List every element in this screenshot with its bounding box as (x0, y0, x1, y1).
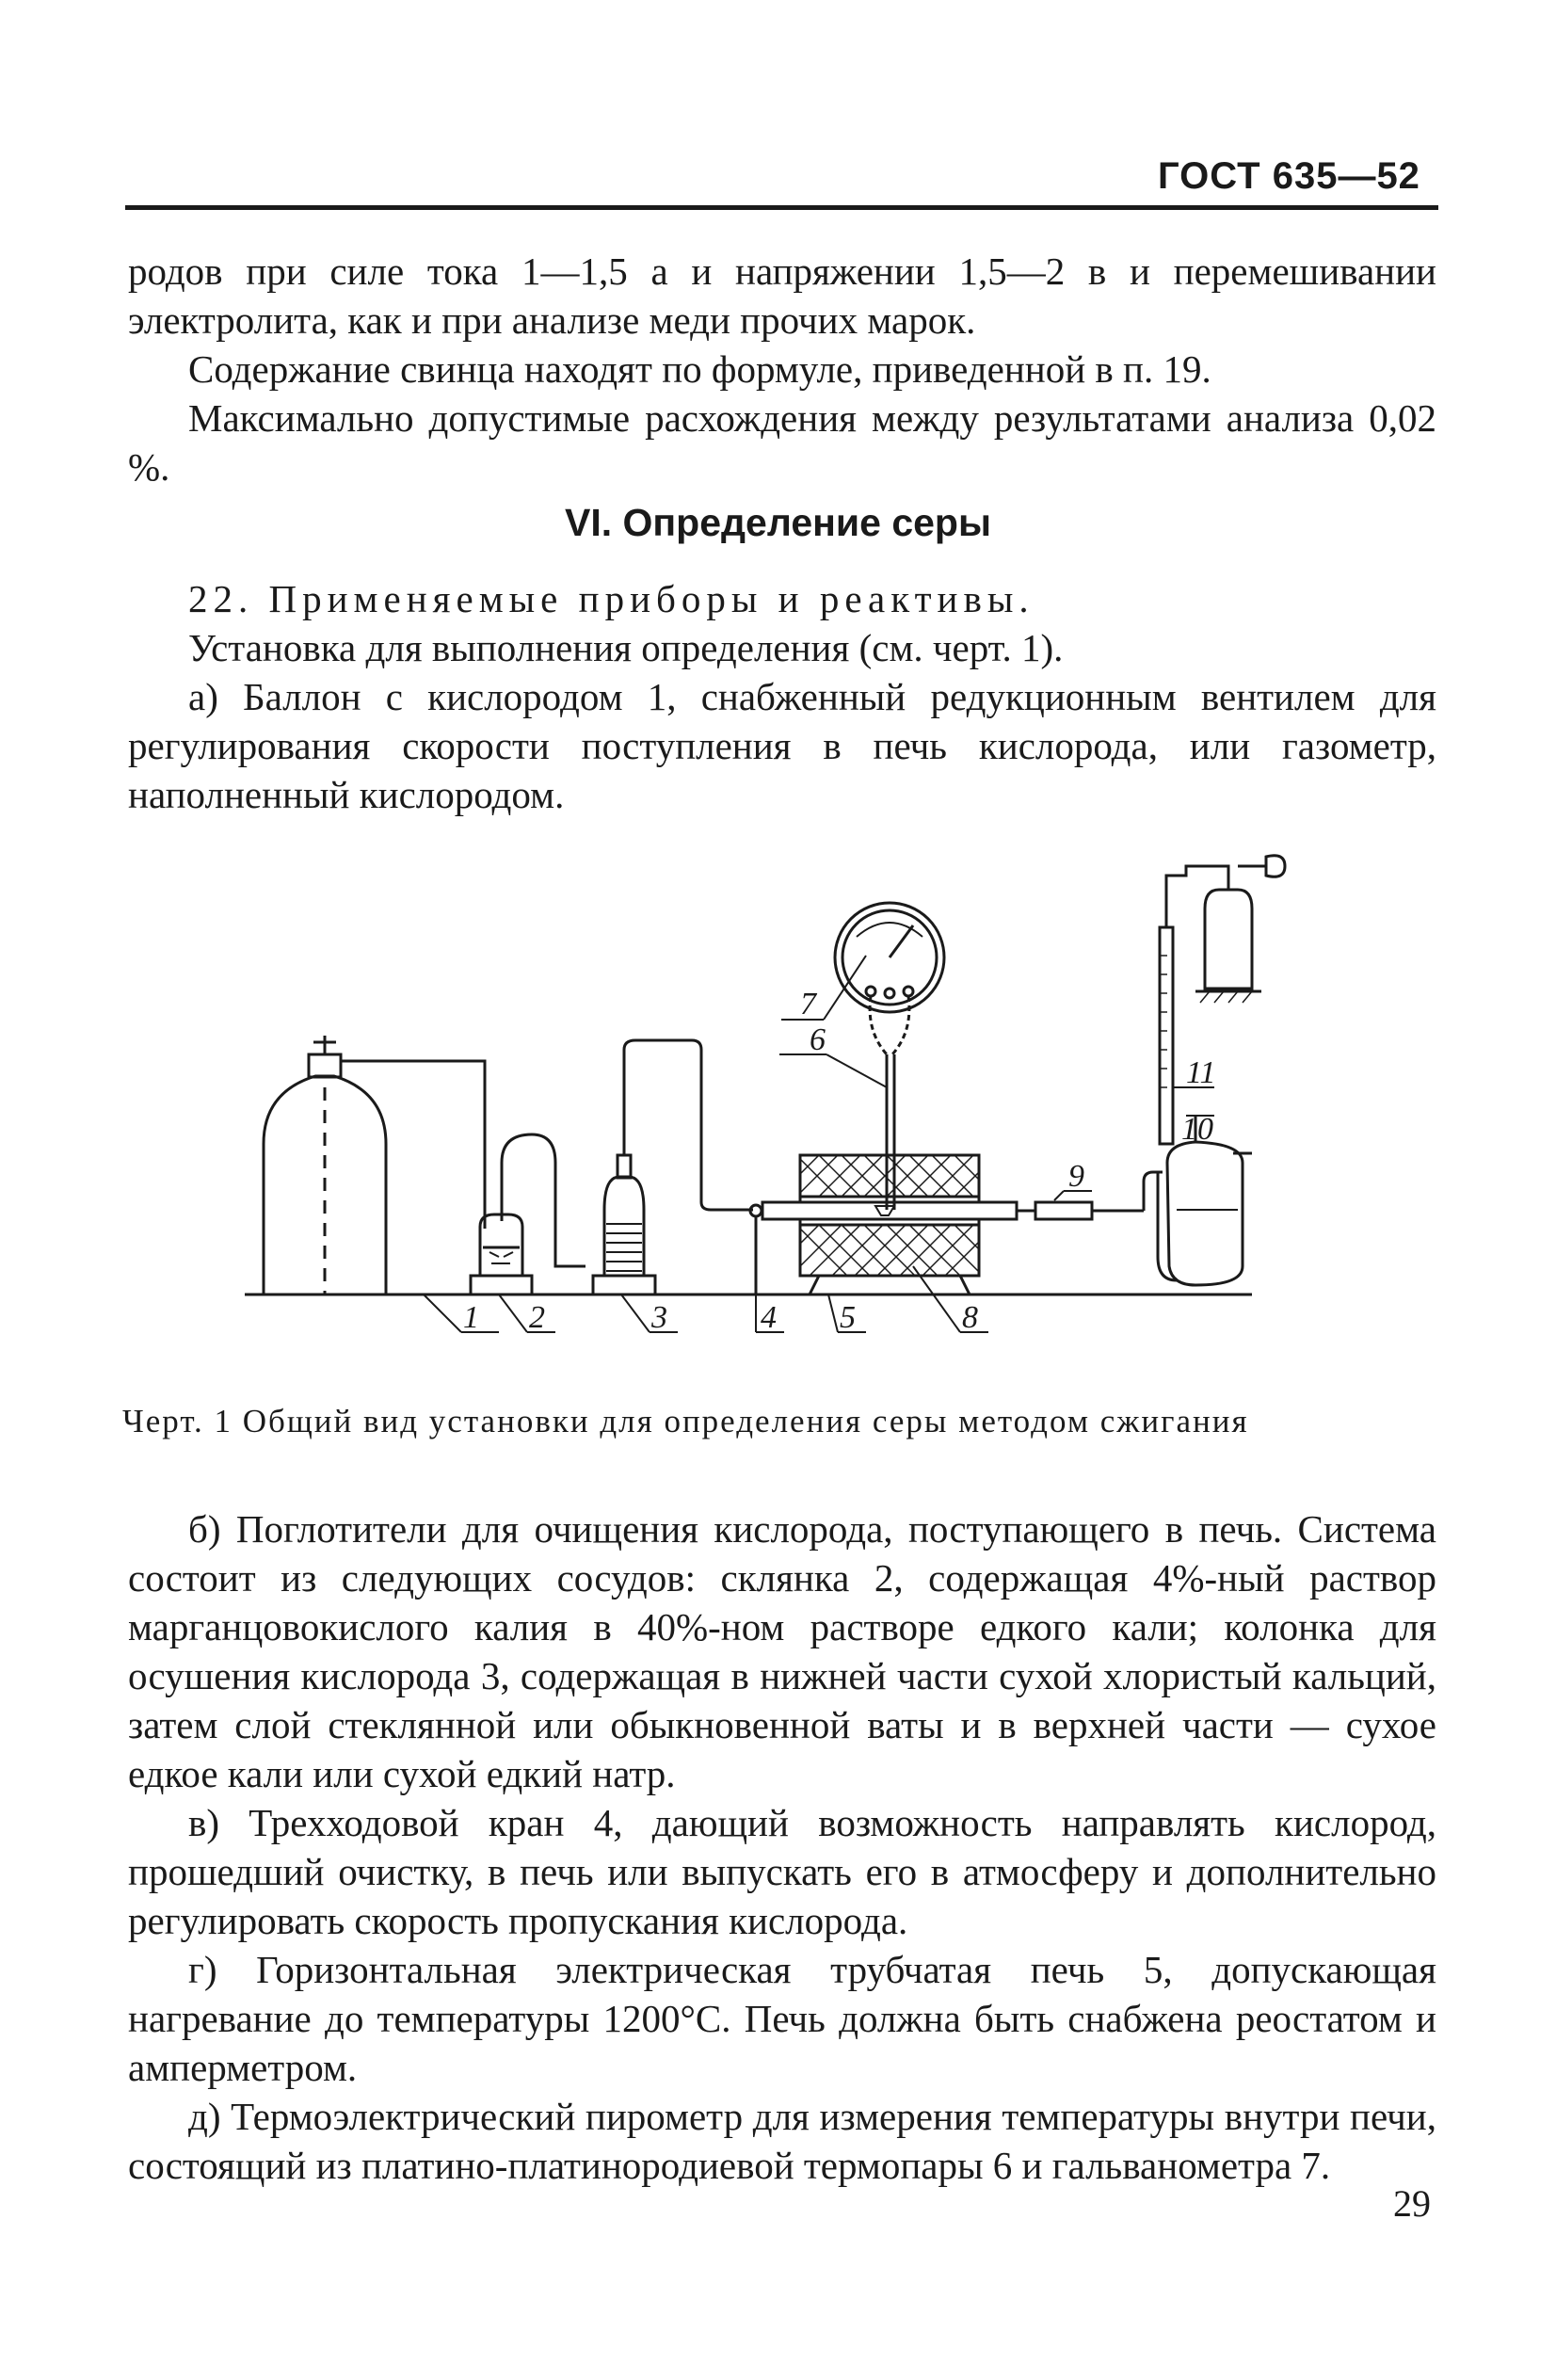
items-block (128, 1504, 1436, 2190)
paragraph-continued: родов при силе тока 1—1,5 а и напряжении 1,5—2 в и перемешивании электролита, как и при анализе меди прочих марок. (128, 249, 1436, 342)
header-rule (125, 205, 1438, 210)
item-a: а) Баллон с кислородом 1, снабженный редукционным вентилем для регулирования скорости поступления в печь кислорода, или газометр, наполненный кислородом. (128, 675, 1436, 816)
burette (1160, 856, 1285, 1144)
section-title: VI. Определение серы (565, 501, 991, 544)
paragraph-tolerance: Максимально допустимые расхождения между результатами анализа 0,02 %. (128, 396, 1436, 489)
tube-furnace (762, 1155, 1017, 1295)
item-v: в) Трехходовой кран 4, дающий возможность направлять кислород, прошедший очистку, в печь или выпускать его в атмосферу и дополнительно регулировать скорость пропускания кислорода. (128, 1801, 1436, 1942)
three-way-cock (750, 1205, 762, 1295)
absorber-flask (471, 1134, 586, 1295)
label-5: 5 (840, 1300, 856, 1335)
label-10: 10 (1181, 1112, 1213, 1147)
document-id: ГОСТ 635—52 (1158, 155, 1420, 197)
clause-22-heading: 22. Применяемые приборы и реактивы. (188, 577, 1035, 620)
label-4: 4 (761, 1300, 777, 1335)
page-number: 29 (1393, 2182, 1431, 2225)
label-3: 3 (651, 1300, 667, 1335)
label-2: 2 (529, 1300, 545, 1335)
paragraph-lead-formula: Содержание свинца находят по формуле, приведенной в п. 19. (188, 347, 1211, 391)
connector (1017, 1202, 1144, 1219)
clause-22-install: Установка для выполнения определения (см. черт. 1). (188, 626, 1064, 669)
label-11: 11 (1186, 1055, 1216, 1090)
item-g: г) Горизонтальная электрическая трубчатая печь 5, допускающая нагревание до температуры 1200°С. Печь должна быть снабжена реостатом и амперметром. (128, 1948, 1436, 2089)
label-1: 1 (463, 1300, 479, 1335)
section-22-block (128, 574, 1436, 819)
drying-column (593, 1040, 753, 1295)
top-text-block (128, 247, 1436, 491)
figure-caption: Черт. 1 Общий вид установки для определения серы методом сжигания (122, 1403, 1249, 1439)
apparatus-figure (217, 852, 1327, 1370)
label-9: 9 (1068, 1159, 1084, 1194)
item-d: д) Термоэлектрический пирометр для измерения температуры внутри печи, состоящий из платино-платинородиевой термопары 6 и гальванометра 7. (128, 2095, 1436, 2187)
label-6: 6 (810, 1022, 826, 1057)
oxygen-cylinder (264, 1036, 485, 1295)
label-7: 7 (800, 987, 816, 1021)
label-8: 8 (962, 1300, 978, 1335)
item-b: б) Поглотители для очищения кислорода, поступающего в печь. Система состоит из следующих сосудов: склянка 2, содержащая 4%-ный раствор марганцовокислого калия в 40%-ном растворе едкого кали; колонка для осушения кислорода 3, содержащая в нижней части сухой хлористый кальций, затем слой стеклянной или обыкновенной ваты и в верхней части — сухое едкое кали или сухой едкий натр. (128, 1507, 1436, 1795)
